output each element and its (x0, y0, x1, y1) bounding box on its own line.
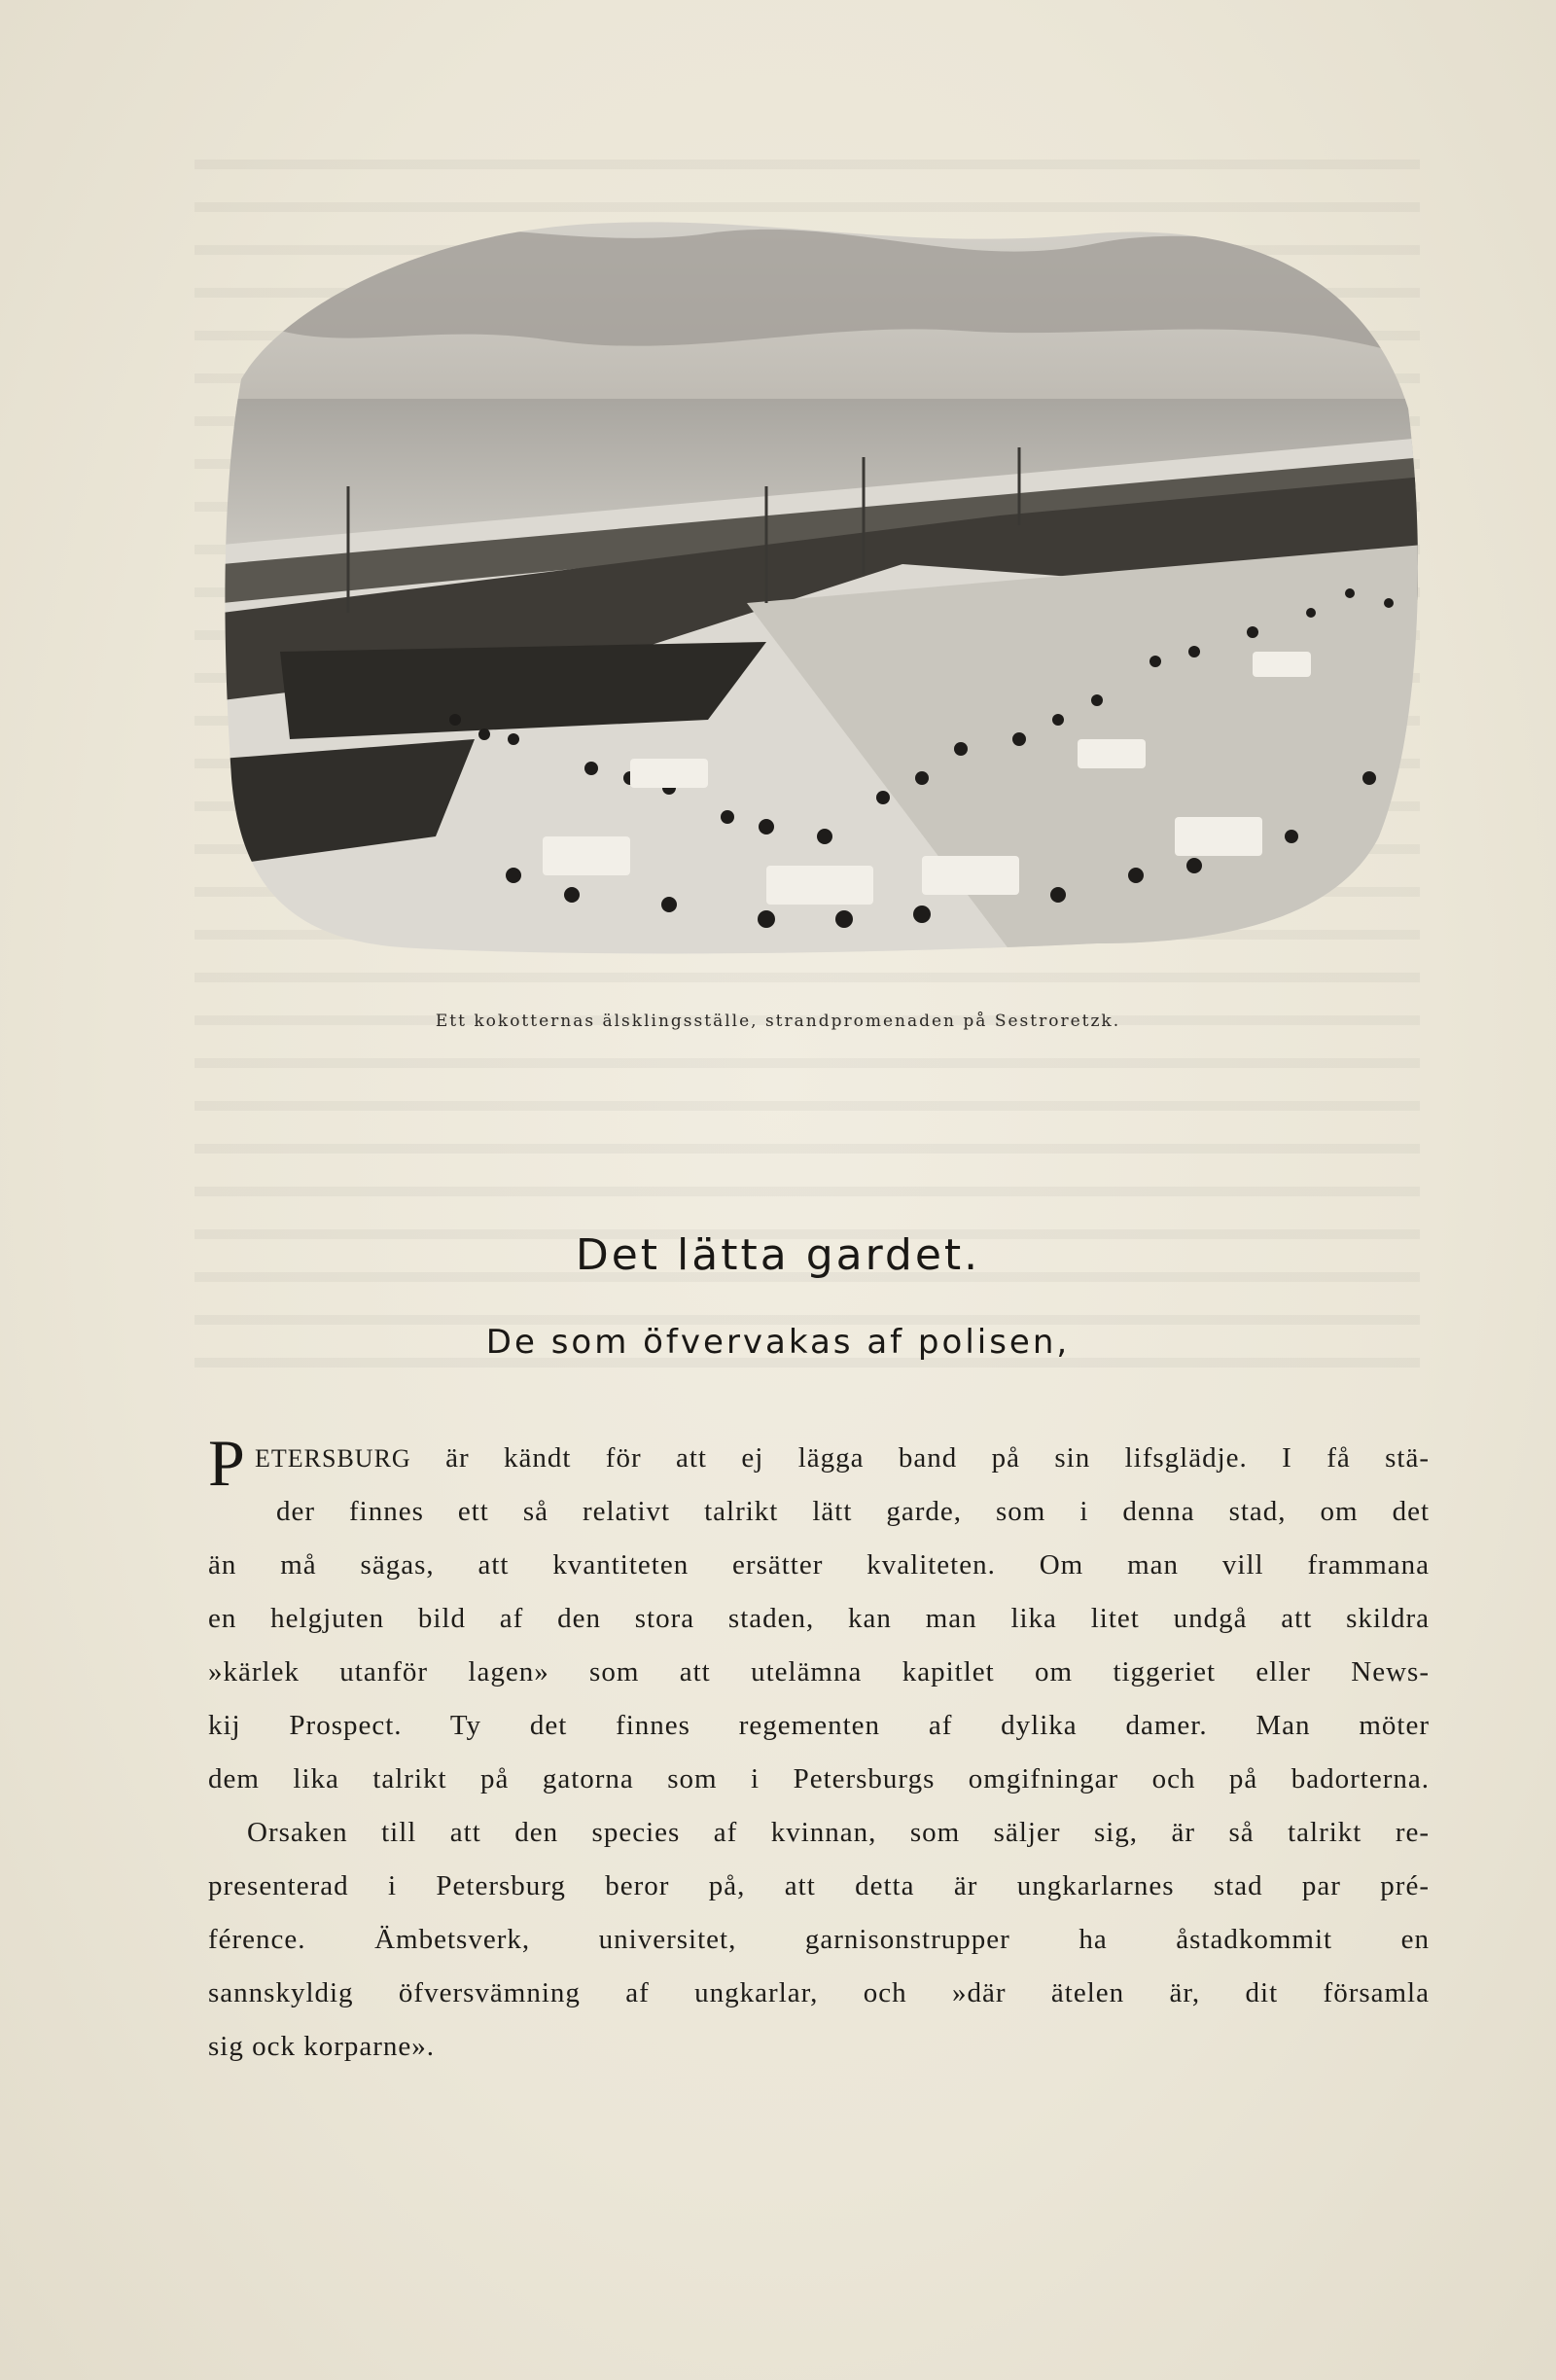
chapter-title: Det lätta gardet. (575, 1230, 981, 1280)
text-line: en helgjuten bild af den stora staden, kan man lika litet undgå att skildra (208, 1603, 1430, 1634)
text-line: férence. Ämbetsverk, universitet, garnisonstrupper ha åstadkommit en (208, 1924, 1430, 1955)
photo-caption: Ett kokotternas älsklingsställe, strandpromenaden på Sestroretzk. (435, 1012, 1121, 1031)
text-line: »kärlek utanför lagen» som att utelämna kapitlet om tiggeriet eller News- (208, 1656, 1430, 1687)
text-line: sannskyldig öfversvämning af ungkarlar, och »där ätelen är, dit församla (208, 1977, 1430, 2008)
text-line: sig ock korparne». (208, 2031, 436, 2062)
text-line: der finnes ett så relativt talrikt lätt garde, som i denna stad, om det (276, 1496, 1430, 1527)
text-line: Orsaken till att den species af kvinnan, som säljer sig, är så talrikt re- (247, 1817, 1430, 1848)
text-line: ETERSBURG är kändt för att ej lägga band på sin lifsglädje. I få stä- (255, 1442, 1430, 1474)
body-text (208, 1426, 1430, 2074)
drop-cap: P (208, 1426, 246, 1500)
text-line: kij Prospect. Ty det finnes regementen af dylika damer. Man möter (208, 1710, 1430, 1741)
first-word: ETERSBURG (255, 1444, 411, 1473)
promenade-photograph (222, 195, 1424, 963)
text-line: dem lika talrikt på gatorna som i Petersburgs omgifningar och på badorterna. (208, 1763, 1430, 1794)
photograph-icon (222, 195, 1424, 963)
text-line: presenterad i Petersburg beror på, att detta är ungkarlarnes stad par pré- (208, 1870, 1430, 1901)
chapter-subtitle: De som öfvervakas af polisen, (485, 1323, 1071, 1362)
text-line: än må sägas, att kvantiteten ersätter kvaliteten. Om man vill frammana (208, 1549, 1430, 1581)
